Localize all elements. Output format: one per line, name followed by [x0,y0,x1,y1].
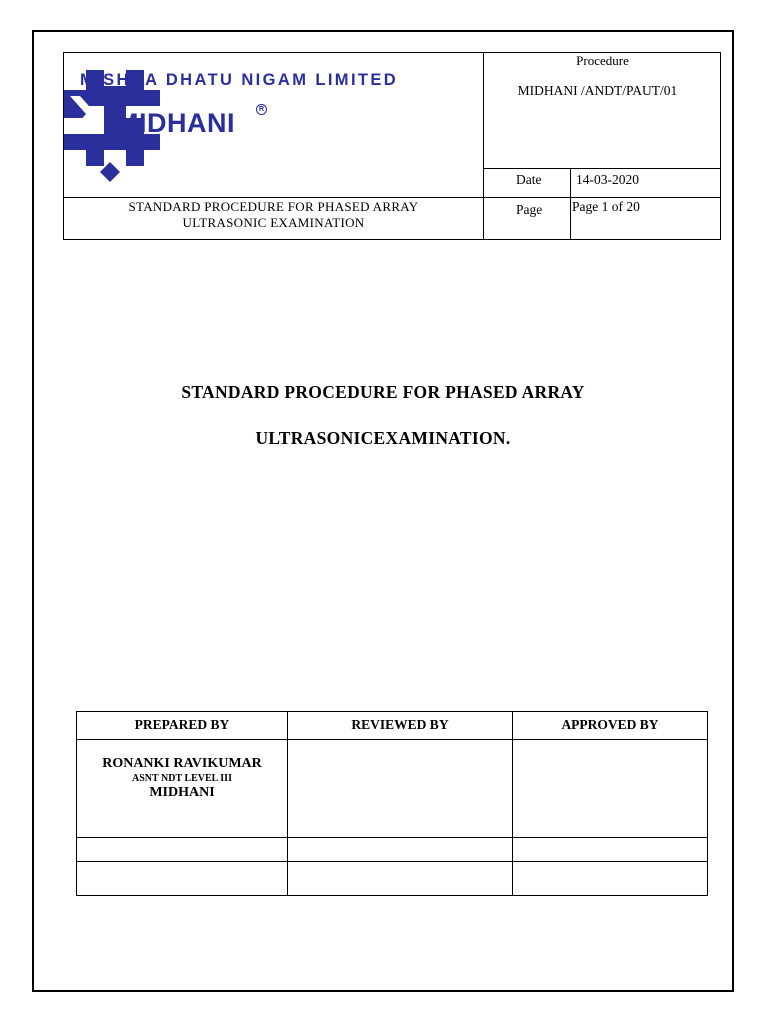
preparer-organization: MIDHANI [149,785,215,800]
registered-mark-icon: R [256,104,267,115]
brand-wordmark: MIDHANI [116,108,235,138]
preparer-name: RONANKI RAVIKUMAR [102,756,262,771]
prepared-by-header: PREPARED BY [134,717,230,732]
approved-by-header: APPROVED BY [561,717,659,732]
sig-row-divider-2 [76,837,708,838]
header-document-title: STANDARD PROCEDURE FOR PHASED ARRAY ULTRASONIC EXAMINATION [128,199,419,230]
header-divider-horizontal [483,168,721,169]
page-number: Page 1 of 20 [572,199,640,214]
procedure-label: Procedure [576,53,629,68]
procedure-number: MIDHANI /ANDT/PAUT/01 [517,83,678,98]
page-title-line-2: ULTRASONICEXAMINATION. [255,428,511,448]
preparer-qualification: ASNT NDT LEVEL III [132,773,232,784]
header-divider-vertical-2 [570,168,571,240]
preparer-details [77,756,287,801]
date-label: Date [516,172,542,187]
reviewed-by-header: REVIEWED BY [351,717,449,732]
date-value: 14-03-2020 [576,172,639,187]
page-title-line-1: STANDARD PROCEDURE FOR PHASED ARRAY [181,382,585,402]
sig-row-divider-1 [76,739,708,740]
page-label: Page [516,202,543,217]
header-divider-horizontal-2 [63,197,721,198]
sig-row-divider-3 [76,861,708,862]
header-divider-vertical [483,52,484,240]
company-name: MISHRA DHATU NIGAM LIMITED [80,71,399,89]
